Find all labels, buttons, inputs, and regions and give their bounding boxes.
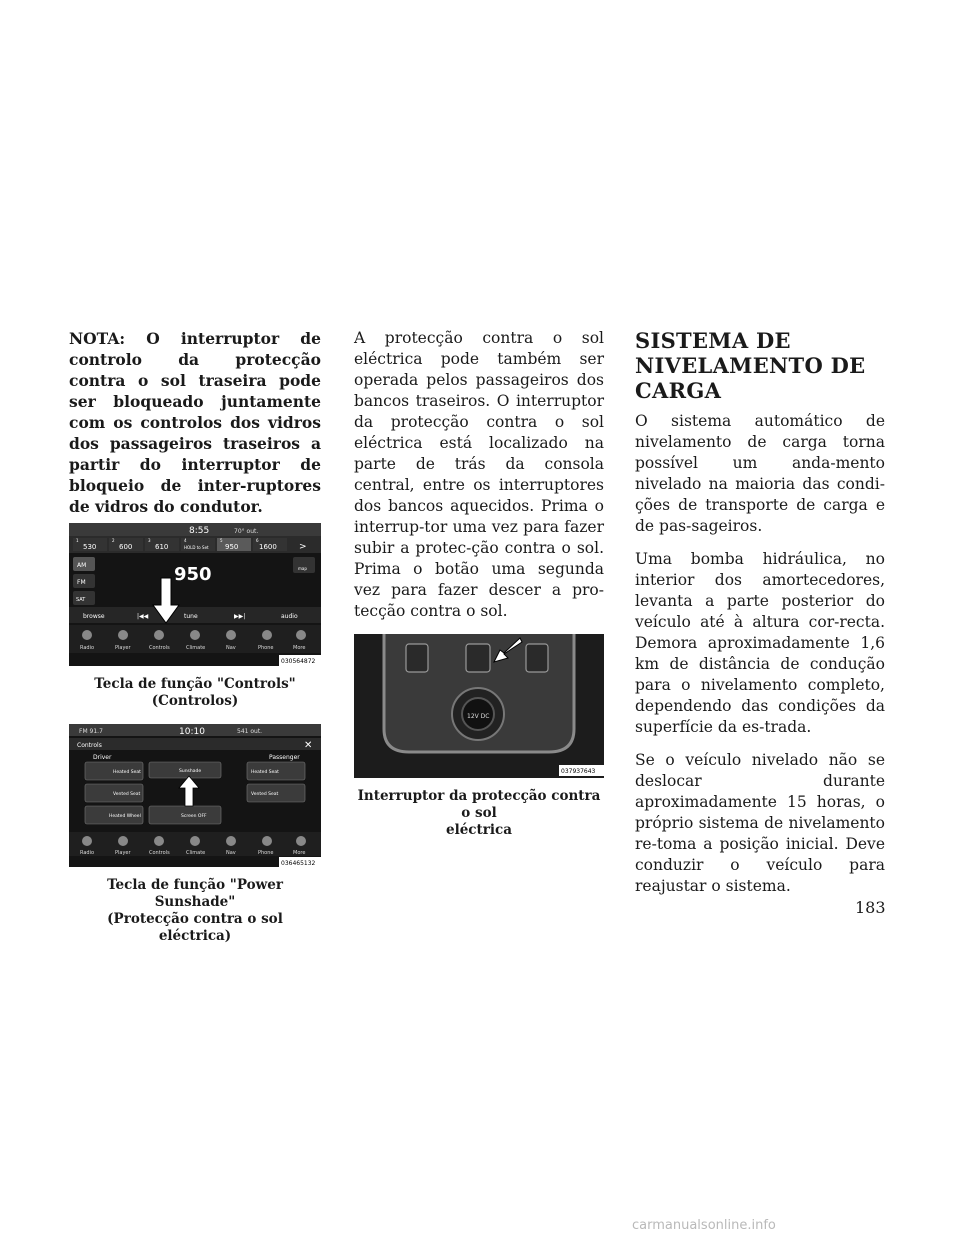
next-icon: ▶▶|: [234, 613, 246, 620]
nav-climate: Climate: [186, 645, 206, 651]
screen-off-button: Screen OFF: [181, 814, 207, 819]
preset-5: 950: [225, 543, 239, 551]
controls-title: Controls: [77, 742, 102, 749]
preset-6: 1600: [259, 543, 277, 551]
nav-controls: Controls: [149, 645, 170, 651]
figure2-caption: Tecla de função "Power Sunshade" (Protecção contra o sol eléctrica): [107, 877, 283, 944]
nav2-player: Player: [115, 850, 131, 856]
figure-controls-screen: [69, 523, 321, 666]
figure3-code: 037937643: [561, 768, 596, 775]
nav-more: More: [293, 645, 306, 651]
preset-3: 610: [155, 543, 169, 551]
heated-wheel: Heated Wheel: [109, 814, 141, 819]
close-icon: ✕: [304, 740, 313, 751]
nav-player: Player: [115, 645, 131, 651]
figure-sunshade-screen: [69, 724, 321, 867]
section-paragraph-2: Uma bomba hidráulica, no interior dos amortecedores, levanta a parte posterior do veículo até à altura cor-recta. Demora aproximadamente 1,6 km de distância de condução para o nivelamento completo, dependendo das condições da superfície da es-trada.: [635, 550, 885, 736]
driver-heated-seat: Heated Seat: [113, 770, 141, 775]
sunshade-switch: [466, 644, 490, 672]
nav2-more: More: [293, 850, 306, 856]
figure-console-switch: [354, 634, 604, 778]
section-heading: SISTEMA DE NIVELAMENTO DE CARGA: [635, 328, 866, 403]
screen2-temp: 541 out.: [237, 728, 263, 735]
heated-seat-switch-right: [526, 644, 548, 672]
nav-phone: Phone: [258, 645, 274, 651]
figure3-caption: Interruptor da protecção contra o sol eléctrica: [357, 788, 601, 838]
band-am: AM: [77, 562, 87, 569]
band-sat: SAT: [76, 597, 86, 603]
nav2-phone: Phone: [258, 850, 274, 856]
preset-1: 530: [83, 543, 97, 551]
preset-num-4: 4: [184, 538, 187, 543]
driver-label: Driver: [93, 754, 112, 761]
preset-num-3: 3: [148, 538, 151, 543]
nav2-climate: Climate: [186, 850, 206, 856]
prev-icon: |◀◀: [137, 613, 149, 620]
screen1-temp: 70° out.: [234, 528, 259, 535]
passenger-label: Passenger: [269, 754, 300, 761]
section-paragraph-1: O sistema automático de nivelamento de carga torna possível um anda-mento nivelado na maioria das condi-ções de transporte de carga e de pas-sageiros.: [635, 412, 885, 535]
screen2-time: 10:10: [179, 727, 205, 737]
note-text: NOTA: O interruptor de controlo da protecção contra o sol traseira pode ser bloqueado juntamente com os controlos dos vidros dos passageiros traseiros a partir do interruptor de bloqueio de inter-ruptores de vidros do condutor.: [69, 329, 321, 516]
page-number: 183: [855, 898, 886, 917]
preset-num-5: 5: [220, 538, 223, 543]
nav-nav: Nav: [226, 645, 236, 651]
middle-column: [354, 328, 604, 853]
tune-button: tune: [184, 613, 198, 620]
band-fm: FM: [77, 579, 86, 586]
screen1-time: 8:55: [189, 526, 210, 536]
figure1-caption: Tecla de função "Controls" (Controlos): [94, 676, 296, 709]
preset-num-6: 6: [256, 538, 259, 543]
chevron-right-icon: >: [299, 542, 307, 552]
figure2-code: 036465132: [281, 860, 316, 867]
preset-4: HOLD to Set: [184, 545, 209, 550]
left-column: [69, 328, 321, 959]
map-label: map: [298, 566, 307, 571]
right-column: [635, 328, 885, 909]
audio-button: audio: [281, 613, 298, 620]
radio-frequency: 950: [174, 564, 212, 585]
driver-vented-seat: Vented Seat: [113, 792, 141, 797]
section-paragraph-3: Se o veículo nivelado não se deslocar durante aproximadamente 15 horas, o próprio sistema de nivelamento re-toma a posição inicial. Deve conduzir o veículo para reajustar o sistema.: [635, 751, 885, 895]
figure1-code: 030564872: [281, 658, 316, 665]
nav2-radio: Radio: [80, 850, 95, 856]
heated-seat-switch-left: [406, 644, 428, 672]
preset-num-2: 2: [112, 538, 115, 543]
preset-num-1: 1: [76, 538, 79, 543]
screen2-station: FM 91.7: [79, 728, 103, 735]
footer-watermark: carmanualsonline.info: [632, 1218, 776, 1233]
middle-paragraph: A protecção contra o sol eléctrica pode também ser operada pelos passageiros dos bancos traseiros. O interruptor da protecção contra o sol eléctrica está localizado na parte de trás da consola central, entre os interruptores dos bancos aquecidos. Prima o interrup-tor uma vez para fazer subir a protec-ção contra o sol. Prima o botão uma segunda vez para fazer descer a pro-tecção contra o sol.: [354, 329, 604, 620]
passenger-vented-seat: Vented Seat: [251, 792, 279, 797]
nav-radio: Radio: [80, 645, 95, 651]
sunshade-button: Sunshade: [179, 769, 202, 774]
browse-button: browse: [83, 613, 105, 620]
nav2-controls: Controls: [149, 850, 170, 856]
nav2-nav: Nav: [226, 850, 236, 856]
socket-label: 12V DC: [467, 713, 490, 720]
preset-2: 600: [119, 543, 133, 551]
passenger-heated-seat: Heated Seat: [251, 770, 279, 775]
